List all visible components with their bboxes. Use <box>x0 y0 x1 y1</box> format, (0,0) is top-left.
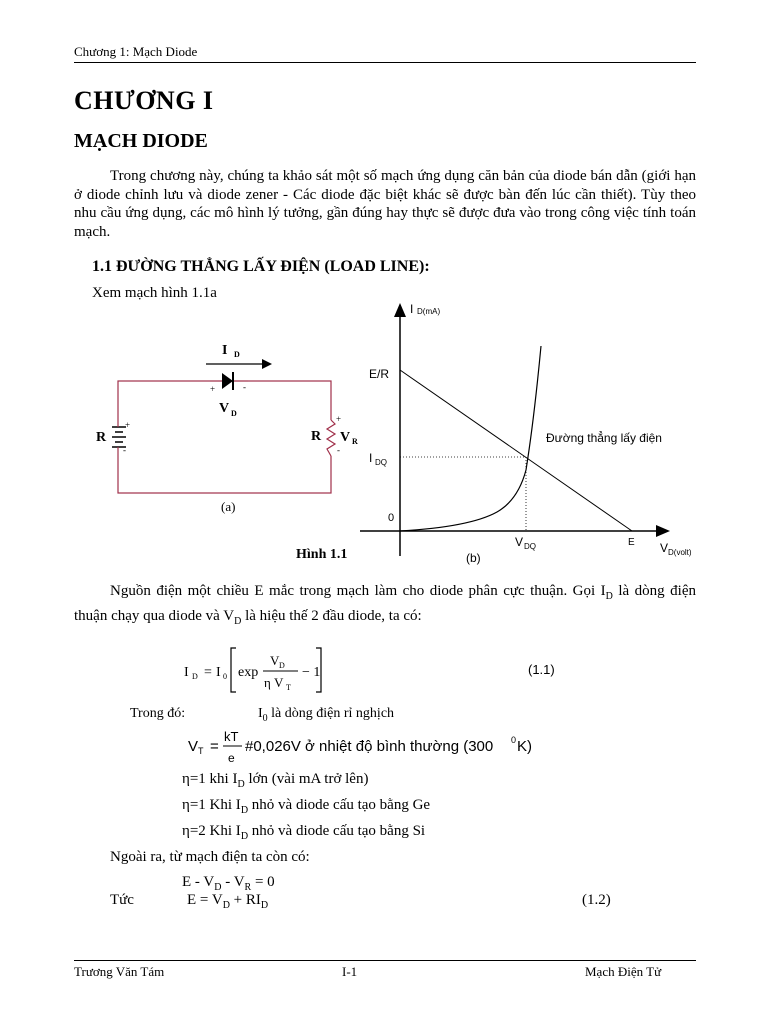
header-rule <box>74 62 696 63</box>
x-axis-label: V <box>660 541 669 555</box>
figure-caption: Hình 1.1 <box>296 547 348 562</box>
eta-line-1 <box>182 770 368 795</box>
current-arrow-head <box>262 359 272 369</box>
kvl-b: - V <box>221 874 245 890</box>
eta-line-3 <box>182 822 425 847</box>
vt-equation <box>184 724 564 770</box>
diode-voltage-sub: D <box>231 409 237 418</box>
eq1-i0: I <box>216 665 221 680</box>
idq-label-sub: DQ <box>375 458 387 467</box>
eq1-minus-one: − 1 <box>302 665 321 680</box>
x-axis-arrow <box>656 525 670 537</box>
chapter-title: CHƯƠNG I <box>74 86 214 115</box>
eq1-den: η V <box>264 675 284 690</box>
eq1-i0-sub: 0 <box>223 672 227 681</box>
eq1-num: V <box>270 653 280 668</box>
eq2-s2: D <box>260 900 269 911</box>
vdq-label: V <box>515 535 524 549</box>
circuit-wire <box>118 381 331 493</box>
eta2-a: η=1 Khi I <box>182 797 241 813</box>
battery-minus: - <box>123 445 126 455</box>
eq2-number: (1.2) <box>582 892 611 908</box>
tuc-label: Tức <box>110 892 134 908</box>
circuit-caption: (a) <box>221 499 236 514</box>
kvl-a: E - V <box>182 874 215 890</box>
eta1-b: lớn (vài mA trở lên) <box>244 771 369 787</box>
eta3-b: nhỏ và diode cấu tạo bằng Si <box>248 823 426 839</box>
vt-symbol: V <box>188 738 199 755</box>
footer-subject: Mạch Điện Tử <box>585 964 662 979</box>
vt-sup: 0 <box>511 735 517 745</box>
vt-kt: kT <box>224 729 239 744</box>
where-lead: Trong đó: <box>130 706 186 721</box>
load-voltage-sub: R <box>352 437 358 446</box>
vt-end: K) <box>517 738 532 755</box>
e-label: E <box>628 537 635 548</box>
equation-1-2 <box>187 891 268 916</box>
eta3-sub: D <box>240 831 249 842</box>
eq1-num-sub: D <box>279 661 285 670</box>
eq1-den-sub: T <box>286 683 291 692</box>
where-i0-a: I <box>258 706 263 721</box>
y-intercept-label: E/R <box>369 367 390 381</box>
eta3-a: η=2 Khi I <box>182 823 241 839</box>
load-voltage-label: V <box>340 430 351 445</box>
y-axis-label-sub: D(mA) <box>417 307 441 316</box>
load-line <box>400 370 632 531</box>
diode-voltage-label: V <box>219 401 230 416</box>
eta2-b: nhỏ và diode cấu tạo bằng Ge <box>248 797 431 813</box>
y-axis-arrow <box>394 303 406 317</box>
more-lead: Ngoài ra, từ mạch điện ta còn có: <box>110 849 310 865</box>
para2-text-2: là dòng điện thuận chạy qua diode và V <box>74 583 696 624</box>
eq2-a: E = V <box>187 892 223 908</box>
section-lead: Xem mạch hình 1.1a <box>92 285 217 301</box>
where-i0-b: là dòng điện rỉ nghịch <box>267 706 395 721</box>
eq1-exp: exp <box>238 665 259 680</box>
eq2-b: + RI <box>229 892 261 908</box>
kvl-s1: D <box>214 882 222 893</box>
current-label-sub: D <box>234 350 240 359</box>
idq-label: I <box>369 451 373 465</box>
chapter-subtitle: MẠCH DIODE <box>74 130 208 152</box>
para2-text-1: Nguồn điện một chiều E mắc trong mạch làm cho diode phân cực thuận. Gọi I <box>110 583 606 599</box>
footer-author: Trương Văn Tám <box>74 964 165 979</box>
svg-text:=: = <box>210 738 219 755</box>
figure-1-1 <box>0 295 768 575</box>
eta-line-2 <box>182 796 430 821</box>
diode-plus: + <box>210 384 216 394</box>
paragraph-2 <box>74 582 696 631</box>
vt-sub: T <box>198 746 204 756</box>
diode-minus: - <box>243 382 246 392</box>
diode-curve <box>400 346 541 531</box>
eta1-sub: D <box>237 779 245 790</box>
resistor-plus: + <box>336 414 342 424</box>
para2-text-3: là hiệu thế 2 đầu diode, ta có: <box>241 607 422 624</box>
battery-plus: + <box>125 420 131 430</box>
kvl-c: = 0 <box>251 874 275 890</box>
footer-page: I-1 <box>342 964 358 979</box>
svg-text:=: = <box>204 665 212 680</box>
circuit-diagram <box>96 343 358 514</box>
load-line-label: Đường thẳng lấy điện <box>546 431 662 445</box>
resistor-minus: - <box>337 445 340 455</box>
source-label: R <box>96 430 107 445</box>
para2-sub-1: D <box>605 591 613 602</box>
eq1-left-bracket <box>231 648 236 692</box>
x-axis-label-sub: D(volt) <box>668 548 692 557</box>
load-resistor-label: R <box>311 429 322 444</box>
intro-text: Trong chương này, chúng ta khảo sát một số mạch ứng dụng căn bản của diode bán dẫn (giới hạn ở diode chỉnh lưu và diode zener - Các diode đặc biệt khác sẽ được bàn đến lúc cần thiết). Tùy theo nhu cầu ứng dụng, các mô hình lý tưởng, gần đúng hay thực sẽ được đưa vào trong công việc tính toán mạch. <box>74 168 696 240</box>
eq1-number: (1.1) <box>528 662 555 677</box>
eq2-s1: D <box>222 900 230 911</box>
vt-e: e <box>228 751 235 765</box>
footer-rule <box>74 960 696 961</box>
section-heading: 1.1 ĐƯỜNG THẲNG LẤY ĐIỆN (LOAD LINE): <box>92 258 430 275</box>
intro-paragraph <box>74 167 696 241</box>
kvl-s2: R <box>244 882 252 893</box>
current-label: I <box>222 343 228 358</box>
iv-graph <box>360 302 692 565</box>
vdq-label-sub: DQ <box>524 542 536 551</box>
vt-rest: #0,026V ở nhiệt độ bình thường (300 <box>245 738 494 755</box>
y-axis-label: I <box>410 302 414 316</box>
eta1-a: η=1 khi I <box>182 771 238 787</box>
where-i0-sub: 0 <box>262 712 268 724</box>
eq1-lhs-sub: D <box>192 672 198 681</box>
eta2-sub: D <box>240 805 249 816</box>
eq1-lhs: I <box>184 665 189 680</box>
graph-caption: (b) <box>466 551 481 565</box>
running-header: Chương 1: Mạch Diode <box>74 44 198 59</box>
origin-label: 0 <box>388 512 395 524</box>
equation-1-1 <box>170 640 600 700</box>
para2-sub-2: D <box>234 615 242 627</box>
